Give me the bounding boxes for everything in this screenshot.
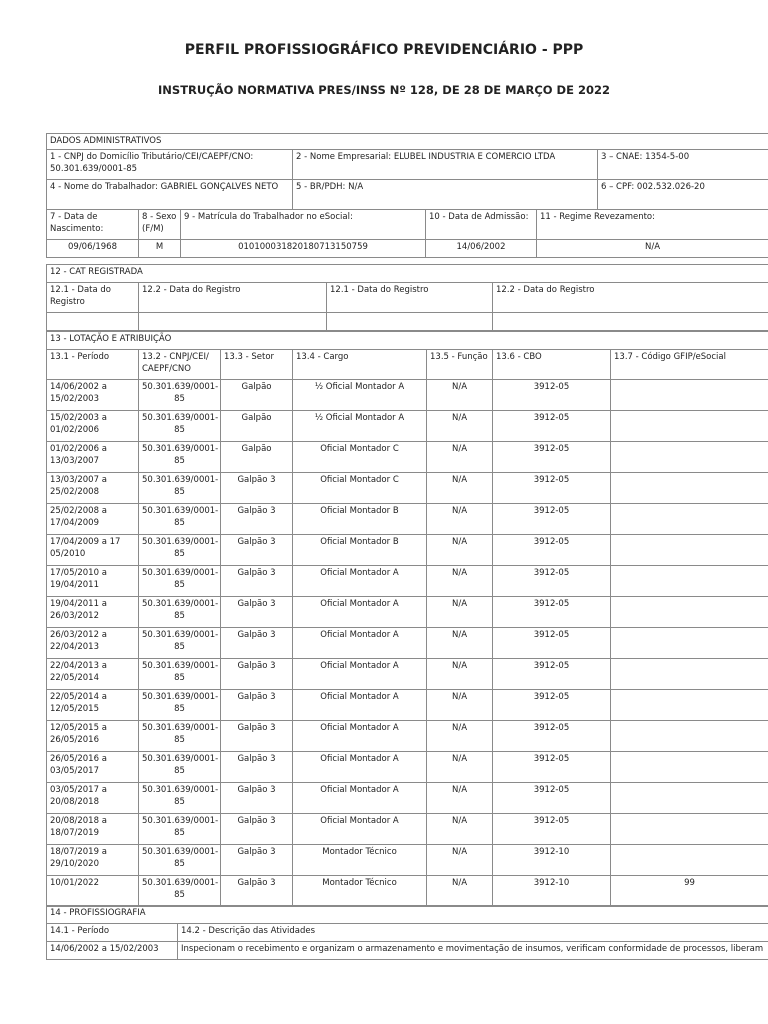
cbo-cell: 3912-05 [493,721,611,752]
sector-cell: Galpão 3 [221,721,293,752]
table-row [47,566,768,597]
cnpj-cell: 50.301.639/0001-85 [139,411,221,442]
cnpj-cell: 50.301.639/0001-85 [139,473,221,504]
table-row [47,690,768,721]
cat-date-header-4: 12.2 - Data do Registro [493,283,768,313]
role-cell: Oficial Montador A [293,628,427,659]
function-cell: N/A [427,566,493,597]
gfip-cell [611,473,768,504]
cnpj-cell: 50.301.639/0001-85 [139,442,221,473]
activity-period-header: 14.1 - Período [47,924,178,942]
function-cell: N/A [427,504,493,535]
gfip-cell [611,628,768,659]
birth-date-value: 09/06/1968 [47,240,139,258]
lotacao-section-title: 13 - LOTAÇÃO E ATRIBUIÇÃO [47,332,768,350]
sector-cell: Galpão 3 [221,597,293,628]
table-row [47,752,768,783]
period-cell: 26/05/2016 a 03/05/2017 [47,752,139,783]
gfip-column-header: 13.7 - Código GFIP/eSocial [611,350,768,380]
role-column-header: 13.4 - Cargo [293,350,427,380]
activity-period-value: 14/06/2002 a 15/02/2003 [47,942,178,960]
role-cell: Oficial Montador C [293,442,427,473]
lotacao-header-row [47,350,768,380]
role-cell: Oficial Montador A [293,814,427,845]
gfip-cell [611,442,768,473]
gfip-cell [611,721,768,752]
cnpj-cell: 50.301.639/0001-85 [139,535,221,566]
gfip-cell [611,597,768,628]
sector-cell: Galpão [221,380,293,411]
document-subtitle: INSTRUÇÃO NORMATIVA PRES/INSS Nº 128, DE 28 DE MARÇO DE 2022 [158,83,610,97]
period-cell: 26/03/2012 a 22/04/2013 [47,628,139,659]
cnpj-cell: 50.301.639/0001-85 [139,659,221,690]
cbo-cell: 3912-05 [493,752,611,783]
function-cell: N/A [427,659,493,690]
cbo-cell: 3912-05 [493,442,611,473]
role-cell: Oficial Montador A [293,783,427,814]
profissiografia-section-title: 14 - PROFISSIOGRAFIA [47,906,768,924]
cnpj-cell: 50.301.639/0001-85 [139,721,221,752]
sector-cell: Galpão [221,411,293,442]
table-row [47,845,768,876]
function-cell: N/A [427,380,493,411]
function-cell: N/A [427,690,493,721]
cbo-cell: 3912-05 [493,814,611,845]
sector-cell: Galpão 3 [221,504,293,535]
sector-cell: Galpão 3 [221,473,293,504]
cpf-cell: 6 – CPF: 002.532.026-20 [598,180,768,210]
table-row [47,876,768,907]
role-cell: Oficial Montador A [293,752,427,783]
gfip-cell [611,535,768,566]
function-cell: N/A [427,752,493,783]
cnpj-cell: 50.301.639/0001-85 [139,814,221,845]
function-column-header: 13.5 - Função [427,350,493,380]
sector-cell: Galpão 3 [221,659,293,690]
period-cell: 17/04/2009 a 17 05/2010 [47,535,139,566]
cat-section-title: 12 - CAT REGISTRADA [47,265,768,283]
table-row [47,380,768,411]
role-cell: Montador Técnico [293,876,427,907]
function-cell: N/A [427,442,493,473]
cat-empty-cell [327,313,493,331]
period-cell: 10/01/2022 [47,876,139,907]
period-cell: 14/06/2002 a 15/02/2003 [47,380,139,411]
table-row [47,783,768,814]
cbo-cell: 3912-05 [493,535,611,566]
cbo-cell: 3912-10 [493,845,611,876]
gfip-cell [611,783,768,814]
role-cell: Oficial Montador A [293,597,427,628]
cbo-cell: 3912-05 [493,659,611,690]
admission-date-value: 14/06/2002 [426,240,537,258]
cbo-column-header: 13.6 - CBO [493,350,611,380]
worker-name-cell: 4 - Nome do Trabalhador: GABRIEL GONÇALVES NETO [47,180,293,210]
admin-section-title: DADOS ADMINISTRATIVOS [47,134,768,150]
cbo-cell: 3912-10 [493,876,611,907]
function-cell: N/A [427,411,493,442]
role-cell: Oficial Montador A [293,566,427,597]
cbo-cell: 3912-05 [493,597,611,628]
cnpj-cell: 50.301.639/0001-85 [139,597,221,628]
shift-regime-header: 11 - Regime Revezamento: [537,210,768,240]
registration-value: 01010003182018071315075​9 [181,240,426,258]
gfip-cell [611,659,768,690]
table-row [47,597,768,628]
cat-empty-cell [47,313,139,331]
cnpj-cell: 50.301.639/0001-85 [139,690,221,721]
gfip-cell [611,752,768,783]
sex-header: 8 - Sexo (F/M) [139,210,181,240]
period-cell: 20/08/2018 a 18/07/2019 [47,814,139,845]
table-row [47,628,768,659]
role-cell: Oficial Montador C [293,473,427,504]
function-cell: N/A [427,721,493,752]
cbo-cell: 3912-05 [493,783,611,814]
cbo-cell: 3912-05 [493,566,611,597]
role-cell: Montador Técnico [293,845,427,876]
cnpj-cell: 50.301.639/0001-85 [139,628,221,659]
cnpj-cell: 50.301.639/0001-85 [139,504,221,535]
cat-date-header-2: 12.2 - Data do Registro [139,283,327,313]
cnpj-cell: 50.301.639/0001-85 [139,845,221,876]
cbo-cell: 3912-05 [493,380,611,411]
admin-table [46,133,768,258]
role-cell: Oficial Montador A [293,690,427,721]
function-cell: N/A [427,783,493,814]
function-cell: N/A [427,876,493,907]
period-cell: 13/03/2007 a 25/02/2008 [47,473,139,504]
period-cell: 18/07/2019 a 29/10/2020 [47,845,139,876]
sex-value: M [139,240,181,258]
gfip-cell: 99 [611,876,768,907]
cat-date-header-3: 12.1 - Data do Registro [327,283,493,313]
cbo-cell: 3912-05 [493,690,611,721]
table-row [47,473,768,504]
cnpj-cell: 50.301.639/0001-85 [139,752,221,783]
profissiografia-table [46,905,768,960]
period-column-header: 13.1 - Período [47,350,139,380]
function-cell: N/A [427,814,493,845]
cat-table [46,264,768,331]
birth-date-header: 7 - Data de Nascimento: [47,210,139,240]
cnpj-column-header: 13.2 - CNPJ/CEI/ CAEPF/CNO [139,350,221,380]
sector-cell: Galpão 3 [221,752,293,783]
period-cell: 22/04/2013 a 22/05/2014 [47,659,139,690]
table-row [47,504,768,535]
sector-cell: Galpão 3 [221,814,293,845]
cnae-cell: 3 – CNAE: 1354-5-00 [598,150,768,180]
shift-regime-value: N/A [537,240,768,258]
gfip-cell [611,380,768,411]
function-cell: N/A [427,628,493,659]
gfip-cell [611,504,768,535]
cat-date-header-1: 12.1 - Data do Registro [47,283,139,313]
table-row [47,659,768,690]
gfip-cell [611,690,768,721]
role-cell: ½ Oficial Montador A [293,411,427,442]
lotacao-table [46,331,768,907]
period-cell: 25/02/2008 a 17/04/2009 [47,504,139,535]
function-cell: N/A [427,473,493,504]
role-cell: Oficial Montador B [293,535,427,566]
sector-cell: Galpão 3 [221,876,293,907]
sector-cell: Galpão 3 [221,690,293,721]
sector-cell: Galpão 3 [221,628,293,659]
sector-cell: Galpão 3 [221,783,293,814]
function-cell: N/A [427,845,493,876]
role-cell: Oficial Montador A [293,659,427,690]
cat-empty-cell [139,313,327,331]
cbo-cell: 3912-05 [493,473,611,504]
document-title: PERFIL PROFISSIOGRÁFICO PREVIDENCIÁRIO - PPP [184,42,584,58]
admission-date-header: 10 - Data de Admissão: [426,210,537,240]
table-row [47,814,768,845]
cat-empty-cell [493,313,768,331]
cnpj-cell: 50.301.639/0001-85 [139,566,221,597]
sector-cell: Galpão 3 [221,535,293,566]
cnpj-cell: 50.301.639/0001-85 [139,380,221,411]
gfip-cell [611,845,768,876]
cnpj-cell: 1 - CNPJ do Domicílio Tributário/CEI/CAEPF/CNO: 50.301.639/0001-85 [47,150,293,180]
sector-cell: Galpão [221,442,293,473]
registration-header: 9 - Matrícula do Trabalhador no eSocial: [181,210,426,240]
sector-cell: Galpão 3 [221,845,293,876]
sector-column-header: 13.3 - Setor [221,350,293,380]
table-row [47,535,768,566]
period-cell: 01/02/2006 a 13/03/2007 [47,442,139,473]
period-cell: 19/04/2011 a 26/03/2012 [47,597,139,628]
cbo-cell: 3912-05 [493,504,611,535]
gfip-cell [611,411,768,442]
period-cell: 03/05/2017 a 20/08/2018 [47,783,139,814]
role-cell: Oficial Montador A [293,721,427,752]
role-cell: Oficial Montador B [293,504,427,535]
activity-description-header: 14.2 - Descrição das Atividades [178,924,768,942]
gfip-cell [611,566,768,597]
cbo-cell: 3912-05 [493,628,611,659]
role-cell: ½ Oficial Montador A [293,380,427,411]
function-cell: N/A [427,597,493,628]
period-cell: 17/05/2010 a 19/04/2011 [47,566,139,597]
cnpj-cell: 50.301.639/0001-85 [139,876,221,907]
table-row [47,442,768,473]
function-cell: N/A [427,535,493,566]
period-cell: 12/05/2015 a 26/05/2016 [47,721,139,752]
cnpj-cell: 50.301.639/0001-85 [139,783,221,814]
table-row [47,721,768,752]
period-cell: 15/02/2003 a 01/02/2006 [47,411,139,442]
gfip-cell [611,814,768,845]
company-name-cell: 2 - Nome Empresarial: ELUBEL INDUSTRIA E COMERCIO LTDA [293,150,598,180]
cbo-cell: 3912-05 [493,411,611,442]
table-row [47,411,768,442]
activity-description-value: Inspecionam o recebimento e organizam o armazenamento e movimentação de insumos, verificam conformidade de processos, liberam [178,942,768,960]
period-cell: 22/05/2014 a 12/05/2015 [47,690,139,721]
sector-cell: Galpão 3 [221,566,293,597]
br-pdh-cell: 5 - BR/PDH: N/A [293,180,598,210]
